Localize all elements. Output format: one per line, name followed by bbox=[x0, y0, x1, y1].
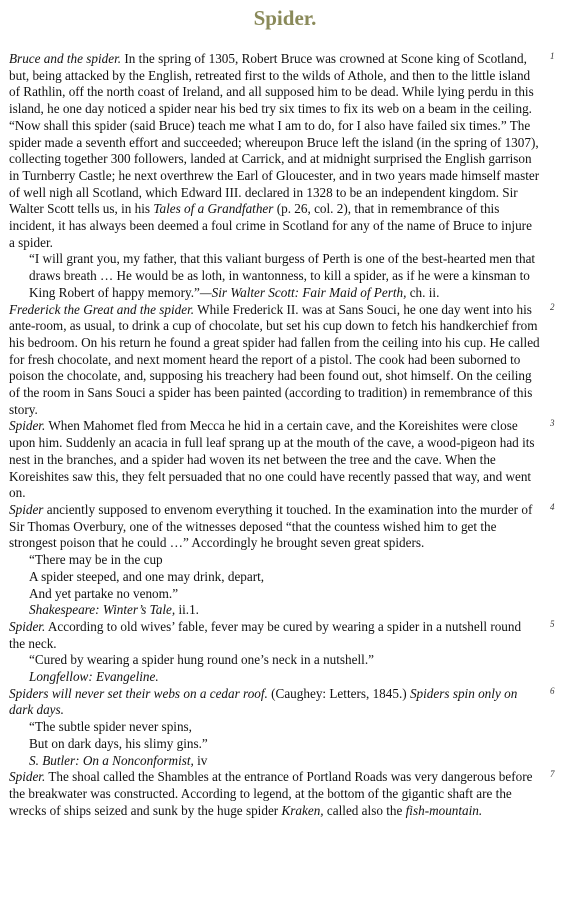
entry-text: When Mahomet fled from Mecca he hid in a certain cave, and the Koreishites were close upon him. Suddenly an acacia in full leaf sprang up at the mouth of the cave, a wood-pigeon had its nest in the branches, and a spider had woven its net between the tree and the cave. When the Koreishites saw this, they felt persuaded that no one could have recently passed that way, and went on. bbox=[9, 418, 535, 501]
quote-source-ref: ch. ii. bbox=[406, 284, 440, 300]
entry-text: anciently supposed to envenom everything it touched. In the examination into the murder of Sir Thomas Overbury, one of the witnesses deposed “that the countess wished him to get the strongest poison that he could …” Accordingly he brought seven great spiders. bbox=[9, 501, 533, 551]
entry-number: 4 bbox=[550, 501, 555, 512]
entry-number: 7 bbox=[550, 769, 555, 780]
entry-7 bbox=[9, 769, 555, 819]
quote-text: “I will grant you, my father, that this valiant burgess of Perth is one of the best-hearted men that draws breath … He would be as loth, in wantonness, to kill a spider, as if he were a kinsman to King Robert of happy memory.” bbox=[29, 251, 536, 300]
verse-source bbox=[9, 753, 540, 770]
entry-3 bbox=[9, 418, 555, 502]
entry-lead: Spider bbox=[9, 501, 44, 517]
entry-5 bbox=[9, 618, 555, 686]
entry-2 bbox=[9, 301, 555, 419]
entry-paragraph bbox=[9, 686, 540, 719]
entry-lead: Spider. bbox=[9, 769, 46, 785]
verse-line: A spider steeped, and one may drink, depart, bbox=[29, 568, 265, 584]
entry-paragraph bbox=[9, 51, 540, 251]
entry-number: 2 bbox=[550, 301, 555, 312]
entry-number: 1 bbox=[550, 51, 555, 61]
entry-paragraph bbox=[9, 502, 540, 552]
verse-source-title: S. Butler: On a Nonconformist, bbox=[29, 752, 194, 768]
verse-line: But on dark days, his slimy gins.” bbox=[29, 735, 208, 751]
entry-4 bbox=[9, 501, 555, 619]
entry-number: 3 bbox=[550, 418, 555, 429]
verse-source bbox=[9, 669, 540, 686]
entry-paragraph bbox=[9, 418, 540, 502]
entry-lead: Spider. bbox=[9, 618, 46, 634]
entry-text: While Frederick II. was at Sans Souci, he one day went into his ante-room, as usual, to drink a cup of chocolate, but set his cup down to fetch his handkerchief from his bedroom. On his return he found a great spider had fallen from the ceiling into his cup. He called for fresh chocolate, and next moment heard the report of a pistol. The cook had been suborned to poison the chocolate, and, supposing his treachery had been found out, shot himself. On the ceiling of the room in Sans Souci a spider has been painted (according to tradition) in remembrance of this story. bbox=[9, 301, 540, 417]
entry-lead-2: Spiders spin only on dark days. bbox=[9, 685, 518, 718]
verse-line: “Cured by wearing a spider hung round one’s neck in a nutshell.” bbox=[29, 652, 374, 668]
entry-lead: Bruce and the spider. bbox=[9, 51, 122, 66]
entry-text-2: called also the bbox=[323, 802, 406, 818]
verse-source bbox=[9, 602, 540, 619]
verse-line: “The subtle spider never spins, bbox=[29, 719, 192, 735]
entry-lead: Spider. bbox=[9, 418, 46, 434]
entry-text: The shoal called the Shambles at the entrance of Portland Roads was very dangerous before the breakwater was constructed. According to legend, at the bottom of the gigantic shaft are the wrecks of ships seized and sunk by the huge spider bbox=[9, 769, 533, 818]
entry-paragraph bbox=[9, 619, 540, 652]
verse-source-title: Shakespeare: Winter’s Tale, bbox=[29, 602, 176, 618]
quote bbox=[9, 251, 540, 301]
verse-source-ref: iv bbox=[193, 752, 208, 768]
entry-number: 5 bbox=[550, 618, 555, 629]
verse-line: “There may be in the cup bbox=[29, 552, 163, 568]
page-title: Spider. bbox=[253, 6, 317, 30]
entry-paragraph bbox=[9, 302, 540, 419]
verse-line: And yet partake no venom.” bbox=[29, 585, 179, 601]
entry-text: According to old wives’ fable, fever may be cured by wearing a spider in a nutshell round the neck. bbox=[9, 618, 522, 651]
name-kraken: Kraken, bbox=[281, 802, 324, 818]
verse-source-ref: ii.1. bbox=[175, 602, 199, 618]
entry-number: 6 bbox=[550, 685, 555, 696]
entry-lead: Frederick the Great and the spider. bbox=[9, 301, 195, 317]
article-body bbox=[9, 51, 555, 819]
entry-6 bbox=[9, 685, 555, 770]
entry-text-2: (p. 26, col. 2), that in remembrance of this incident, it has always been deemed a foul crime in Scotland for any of the name of Bruce to injure a spider. bbox=[9, 201, 532, 250]
entry-text: (Caughey: Letters, 1845.) bbox=[267, 685, 410, 701]
verse-source-title: Longfellow: Evangeline. bbox=[29, 669, 159, 685]
entry-lead: Spiders will never set their webs on a cedar roof. bbox=[9, 685, 268, 701]
quote-source: —Sir Walter Scott: Fair Maid of Perth, bbox=[199, 284, 407, 300]
entry-text: In the spring of 1305, Robert Bruce was crowned at Scone king of Scotland, but, being attacked by the English, retreated first to the wilds of Athole, and then to the little island of Rathlin, off the north coast of Ireland, and all supposed him to be dead. While lying perdu in this island, he one day noticed a spider near his bed try six times to fix its web on a beam in the ceiling. “Now shall this spider (said Bruce) teach me what I am to do, for I also have failed six times.” The spider made a seventh effort and succeeded; whereupon Bruce left the island (in the spring of 1307), collecting together 300 followers, landed at Carrick, and at midnight surprised the English garrison in Turnberry Castle; he next overthrew the Earl of Gloucester, and in two years made himself master of well nigh all Scotland, which Edward III. declared in 1328 to be an independent kingdom. Sir Walter Scott tells us, in his bbox=[9, 51, 540, 217]
entry-paragraph bbox=[9, 769, 540, 819]
entry-1 bbox=[9, 51, 555, 302]
book-title: Tales of a Grandfather bbox=[153, 201, 274, 217]
name-fish-mountain: fish-mountain. bbox=[405, 802, 483, 818]
